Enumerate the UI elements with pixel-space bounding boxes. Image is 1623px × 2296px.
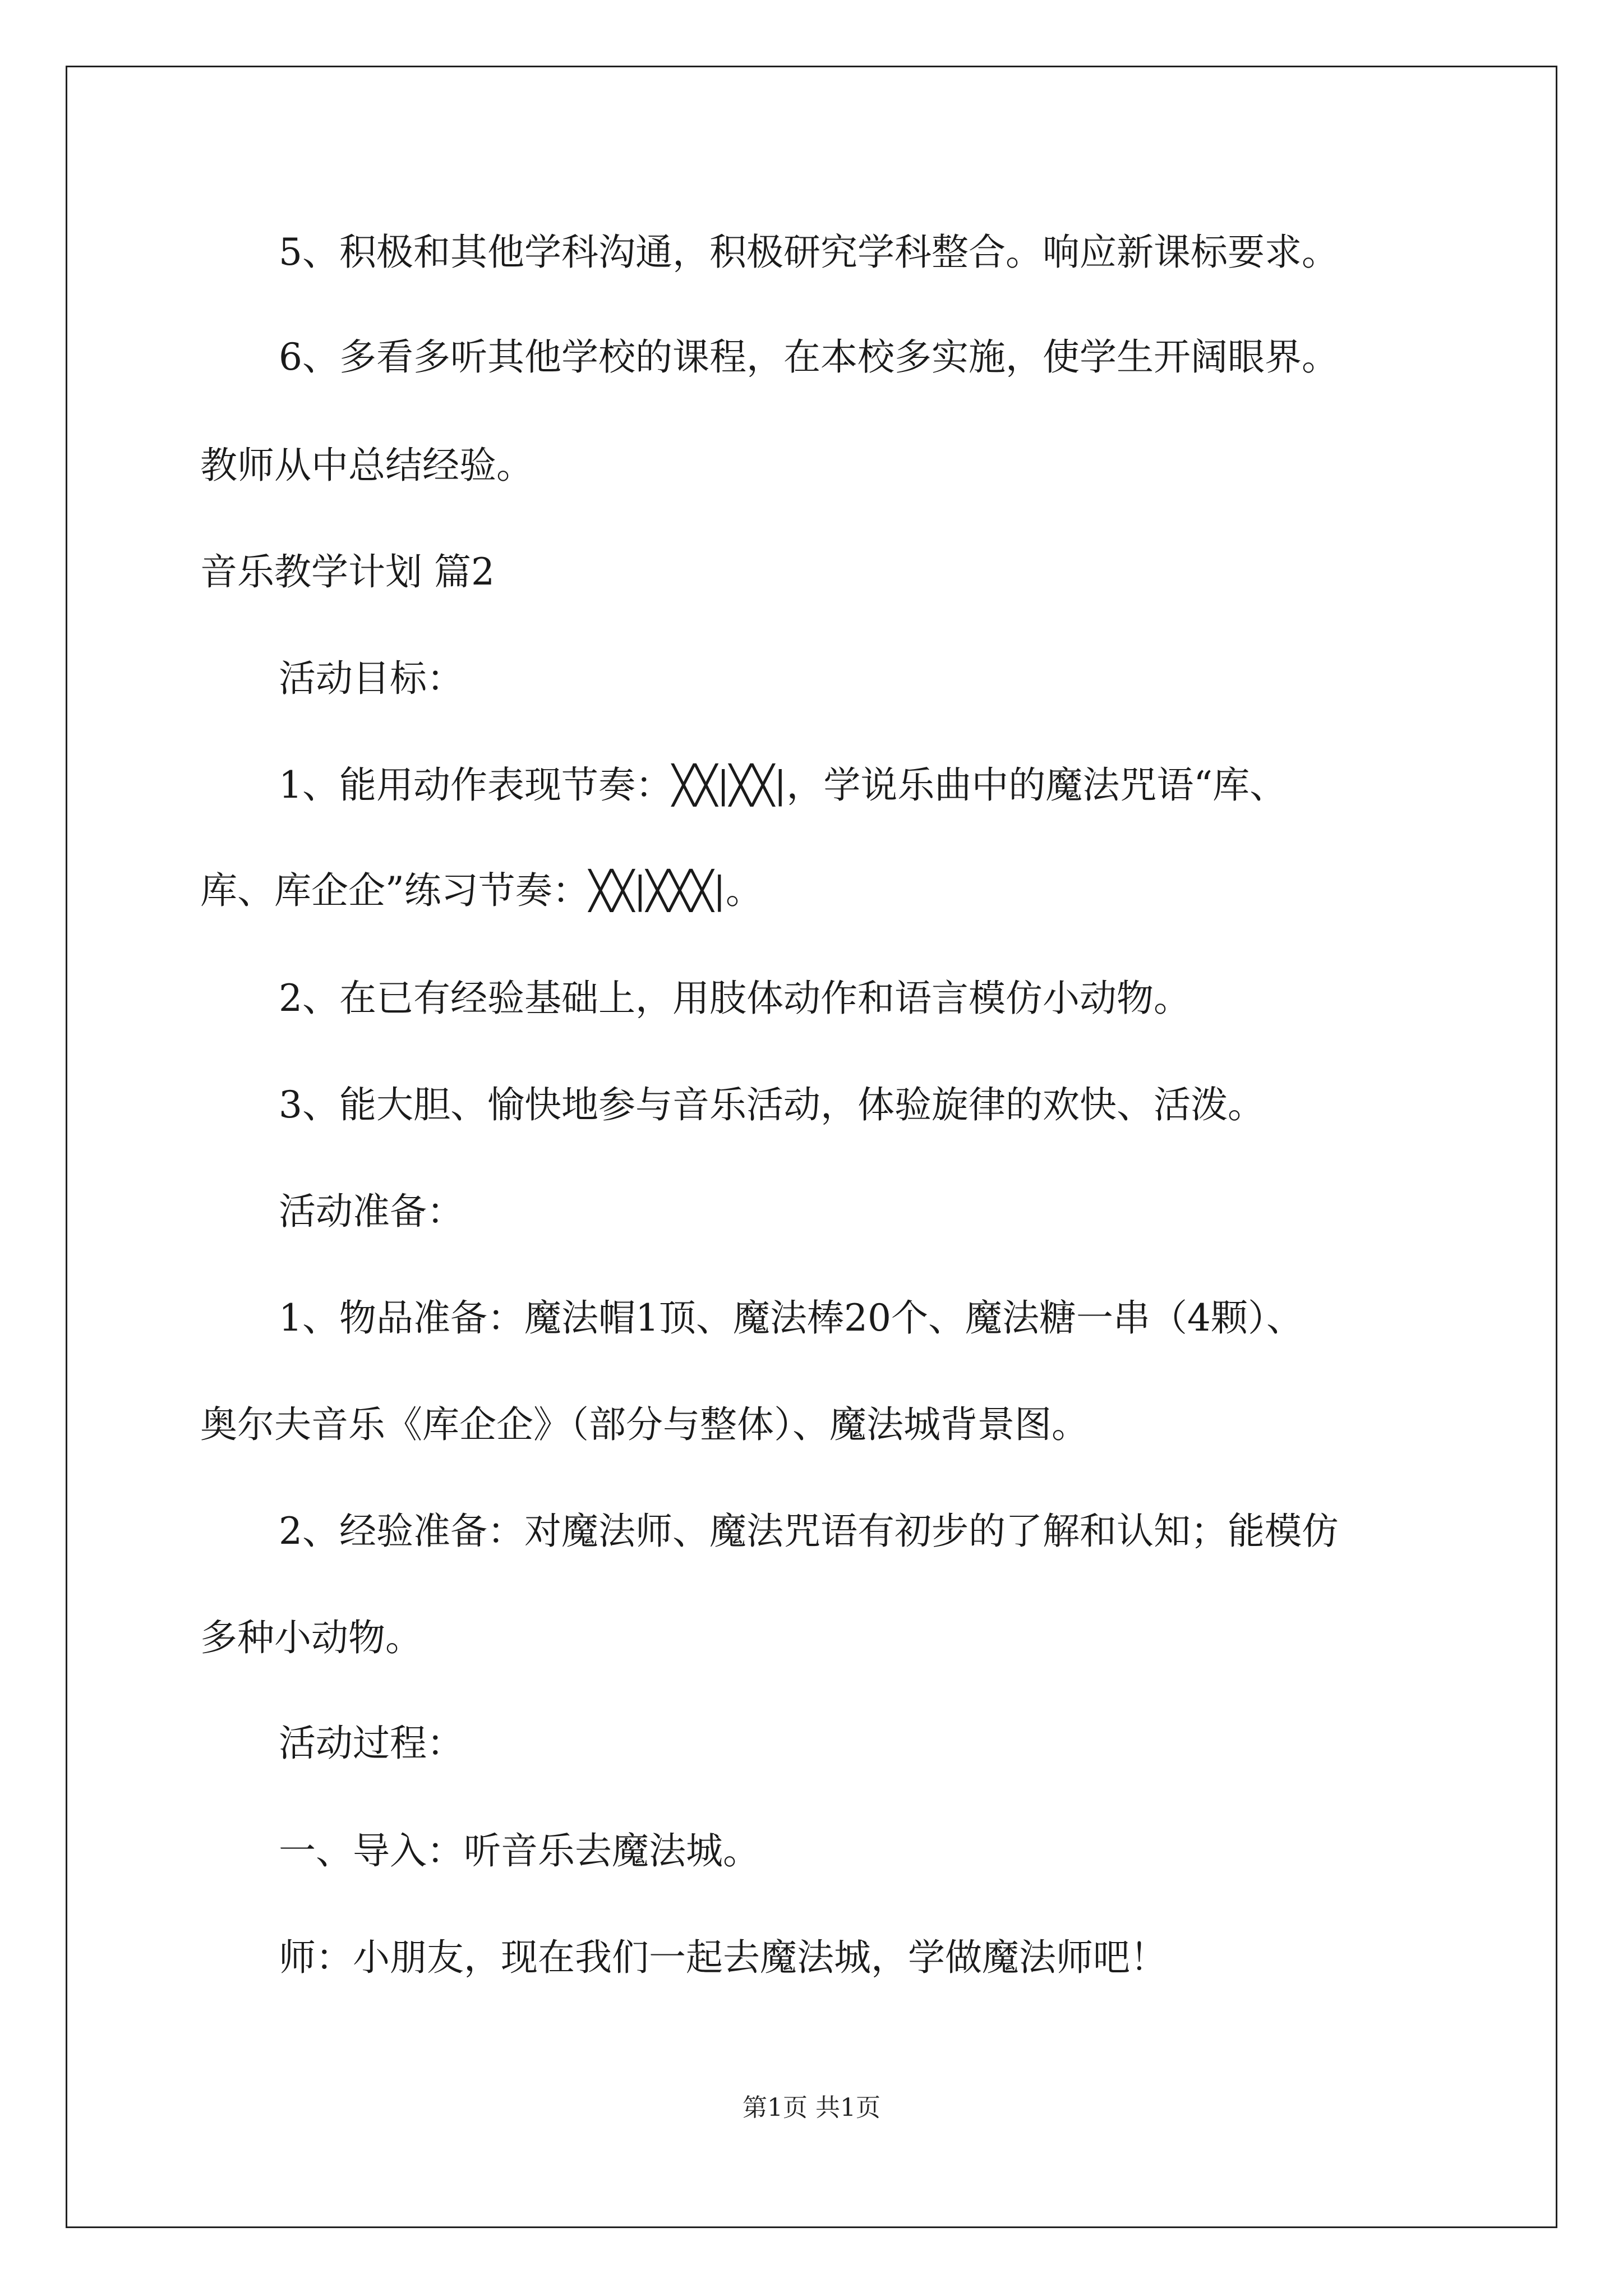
paragraph-line: 2、在已有经验基础上，用肢体动作和语言模仿小动物。 (279, 977, 1191, 1020)
page-number-footer: 第1页 共1页 (743, 2093, 880, 2122)
paragraph-line: 一、导入：听音乐去魔法城。 (279, 1829, 760, 1872)
paragraph-line: 活动目标： (279, 657, 464, 700)
page-frame (66, 66, 1557, 2228)
paragraph-line: 5、积极和其他学科沟通，积极研究学科整合。响应新课标要求。 (279, 231, 1339, 274)
paragraph-line: 活动过程： (279, 1722, 464, 1765)
paragraph-line: 库、库企企”练习节奏：╳╳|╳╳╳|。 (200, 869, 763, 912)
paragraph-line: 6、多看多听其他学校的课程，在本校多实施，使学生开阔眼界。 (279, 335, 1339, 379)
paragraph-line: 1、能用动作表现节奏：╳╳|╳╳|，学说乐曲中的魔法咒语“库、 (279, 763, 1287, 807)
paragraph-line: 2、经验准备：对魔法师、魔法咒语有初步的了解和认知；能模仿 (279, 1510, 1339, 1553)
paragraph-line: 奥尔夫音乐《库企企》（部分与整体）、魔法城背景图。 (200, 1403, 1089, 1446)
paragraph-line: 教师从中总结经验。 (200, 444, 533, 487)
paragraph-line: 活动准备： (279, 1190, 464, 1233)
paragraph-line: 1、物品准备：魔法帽1顶、魔法棒20个、魔法糖一串（4颗）、 (279, 1296, 1303, 1340)
paragraph-line: 3、能大胆、愉快地参与音乐活动，体验旋律的欢快、活泼。 (279, 1083, 1265, 1126)
section-heading: 音乐教学计划 篇2 (200, 550, 495, 593)
paragraph-line: 多种小动物。 (200, 1616, 422, 1659)
paragraph-line: 师：小朋友，现在我们一起去魔法城，学做魔法师吧！ (279, 1936, 1167, 1979)
